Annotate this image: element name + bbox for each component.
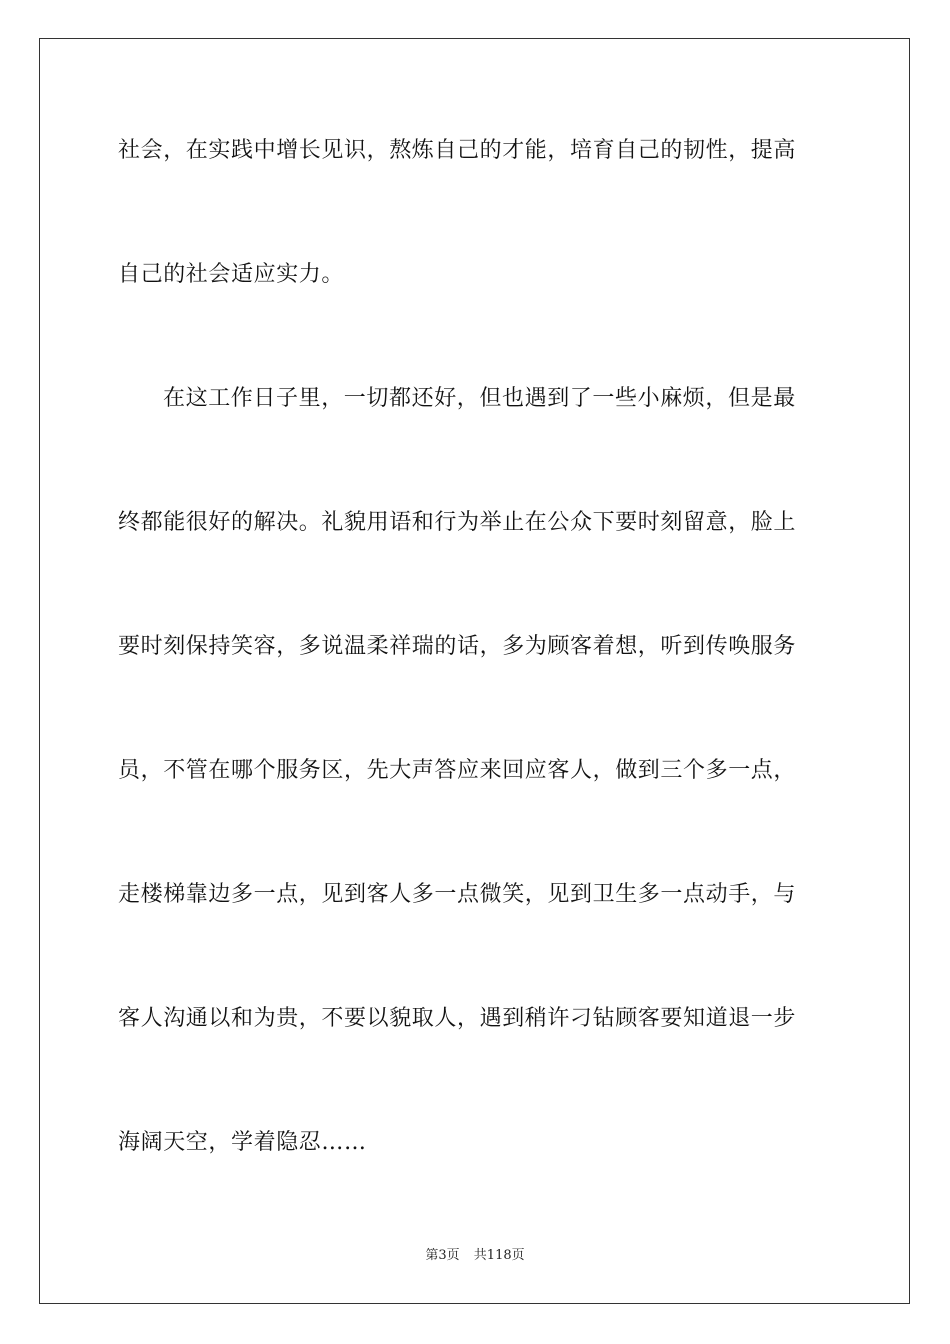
body-text-line: 社会，在实践中增长见识，熬炼自己的才能，培育自己的韧性，提高 xyxy=(118,138,797,163)
page-total: 共118页 xyxy=(473,1248,525,1263)
body-text-line: 客人沟通以和为贵，不要以貌取人，遇到稍许刁钻顾客要知道退一步 xyxy=(118,1006,797,1031)
page-footer xyxy=(0,1247,950,1265)
body-text-line: 自己的社会适应实力。 xyxy=(118,262,345,287)
page-number: 第3页 xyxy=(425,1248,460,1263)
body-text-line: 在这工作日子里，一切都还好，但也遇到了一些小麻烦，但是最 xyxy=(163,386,796,411)
body-text-line: 终都能很好的解决。礼貌用语和行为举止在公众下要时刻留意，脸上 xyxy=(118,510,797,535)
body-text-line: 要时刻保持笑容，多说温柔祥瑞的话，多为顾客着想，听到传唤服务 xyxy=(118,634,797,659)
page-border xyxy=(39,38,910,1304)
body-text-line: 员，不管在哪个服务区，先大声答应来回应客人，做到三个多一点， xyxy=(118,758,797,783)
body-text-line: 海阔天空，学着隐忍…… xyxy=(118,1130,367,1155)
body-text-line: 走楼梯靠边多一点，见到客人多一点微笑，见到卫生多一点动手，与 xyxy=(118,882,797,907)
